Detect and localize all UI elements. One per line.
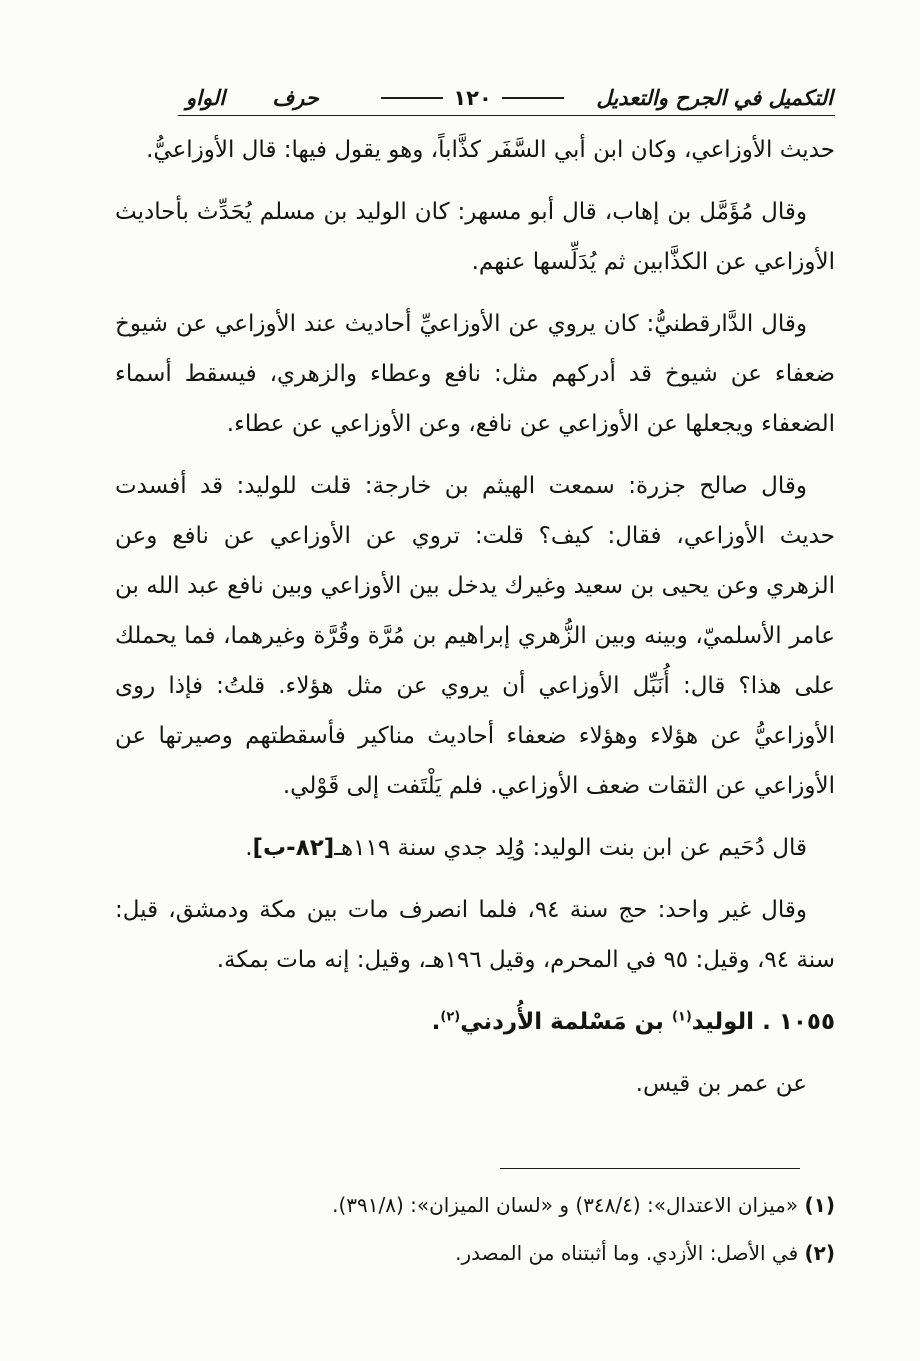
footnote-number: (٢) [804,1241,835,1265]
header-page-number: ١٢٠ [453,86,492,110]
entry-end: . [431,1009,441,1035]
header-section: حرف الواو [186,86,319,110]
header-dash-right [502,97,564,99]
footnote-ref-1: (١) [671,1009,692,1025]
header-dash-left [381,97,443,99]
footnote-separator [500,1168,800,1169]
biography-entry [115,997,835,1047]
entry-name-rest: بن مَسْلمة الأُردني [460,1009,664,1035]
footnote [115,1229,835,1277]
birth-end: . [245,835,253,861]
footnote-text: في الأصل: الأزدي. وما أثبتناه من المصدر. [455,1241,799,1265]
birth-text: قال دُحَيم عن ابن بنت الوليد: وُلِد جدي سنة ١١٩هـ [334,835,807,861]
paragraph-daraqutni: وقال الدَّارقطنيُّ: كان يروي عن الأوزاعيِّ أحاديث عند الأوزاعي عن شيوخ ضعفاء عن شيوخ قد أدركهم مثل: نافع وعطاء والزهري، فيسقط أسماء الضعفاء ويجعلها عن الأوزاعي عن نافع، وعن الأوزاعي عن عطاء. [115,311,835,437]
body-text [115,125,835,1121]
footnote-number: (١) [804,1193,835,1217]
entry-name: الوليد [691,1009,755,1035]
footnotes [115,1168,835,1277]
paragraph-muammal: وقال مُؤَمَّل بن إهاب، قال أبو مسهر: كان الوليد بن مسلم يُحَدِّث بأحاديث الأوزاعي عن الكذَّابين ثم يُدَلِّسها عنهم. [115,199,835,275]
paragraph-continuation: حديث الأوزاعي، وكان ابن أبي السَّفَر كذَّاباً، وهو يقول فيها: قال الأوزاعيُّ. [146,137,835,163]
footnote [115,1181,835,1229]
entry-note: عن عمر بن قيس. [635,1071,807,1097]
folio-marker: [٨٢-ب] [252,835,335,861]
footnote-text: «ميزان الاعتدال»: (٣٤٨/٤) و «لسان الميزان»: (٣٩١/٨). [332,1193,799,1217]
header-page-number-group [381,86,563,110]
footnote-ref-2: (٢) [440,1009,461,1025]
paragraph-birth [115,823,835,873]
paragraph-salih-jazara: وقال صالح جزرة: سمعت الهيثم بن خارجة: قلت للوليد: قد أفسدت حديث الأوزاعي، فقال: كيف؟ قلت: تروي عن الأوزاعي عن نافع وعن الزهري وعن يحيى بن سعيد وغيرك يدخل بين الأوزاعي وبين نافع عبد الله بن عامر الأسلميّ، وبينه وبين الزُّهري إبراهيم بن مُرَّة وقُرَّة وغيرهما، فما يحملك على هذا؟ قال: أُنَبِّل الأوزاعي أن يروي عن مثل هؤلاء. قلتُ: فإذا روى الأوزاعيُّ عن هؤلاء وهؤلاء ضعفاء أحاديث مناكير فأسقطتهم وصيرتها عن الأوزاعي عن الثقات ضعف الأوزاعي. فلم يَلْتَفت إلى قَوْلي. [115,473,835,799]
entry-number: ١٠٥٥ [778,1009,835,1035]
paragraph-death: وقال غير واحد: حج سنة ٩٤، فلما انصرف مات بين مكة ودمشق، قيل: سنة ٩٤، وقيل: ٩٥ في المحرم، وقيل ١٩٦هـ، وقيل: إنه مات بمكة. [115,897,835,973]
running-header [178,70,835,116]
header-book-title: التكميل في الجرح والتعديل [596,86,833,110]
entry-separator: . [762,1009,771,1035]
